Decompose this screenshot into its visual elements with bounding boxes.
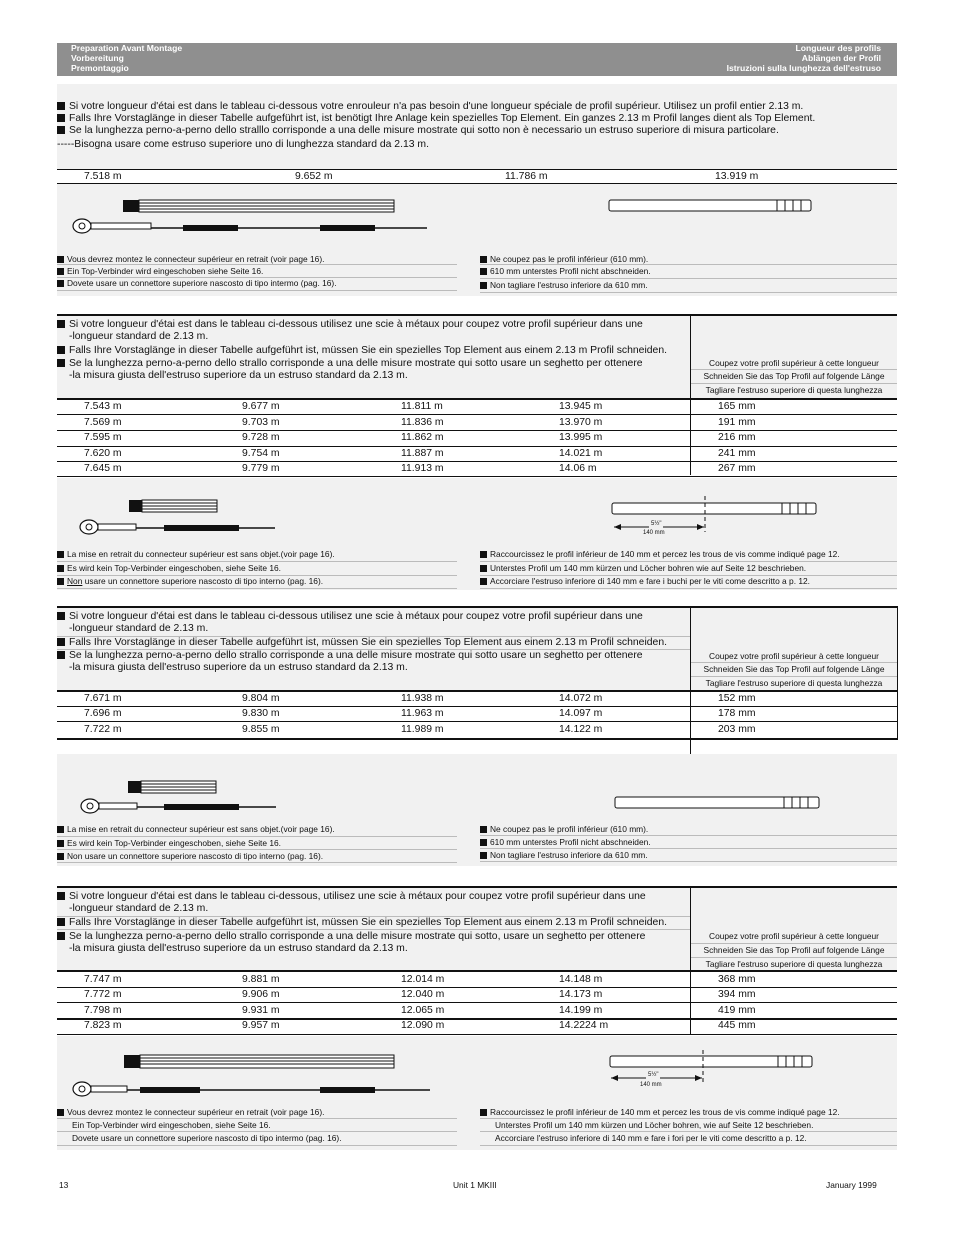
table-cell: 14.097 m (559, 708, 603, 719)
row-rule (57, 476, 897, 477)
table-cell: 14.06 m (559, 463, 597, 474)
s2-line: Falls Ihre Vorstaglänge in dieser Tabelle aufgeführt ist, müssen Sie ein spezielles Top Element aus einem 2.13 m Profil schneiden. (57, 345, 667, 357)
s1-note-rule (57, 290, 457, 291)
s3-line: Si votre longueur d'étai est dans le tableau ci-dessous utilisez une scie à métaux pour coupez votre profil supérieur dans une (57, 611, 643, 623)
table-cell: 9.804 m (242, 693, 280, 704)
table-cell: 7.696 m (84, 708, 122, 719)
s4-dim-label: 5½" (648, 1072, 659, 1078)
s3-right-border (897, 608, 898, 739)
s3-side-rule (691, 662, 897, 663)
s3-note-right: Non tagliare l'estruso inferiore da 610 mm. (480, 850, 648, 860)
table-cell: 12.065 m (401, 1005, 445, 1016)
table-cell: 9.931 m (242, 1005, 280, 1016)
table-cell: 14.199 m (559, 1005, 603, 1016)
table-cell: 9.779 m (242, 463, 280, 474)
s4-note-rule (480, 1118, 897, 1119)
s2-side-it: Tagliare l'estruso superiore di questa lunghezza (705, 385, 883, 395)
row-rule (57, 461, 897, 462)
table-cell: 11.811 m (401, 401, 443, 412)
s3-side-de: Schneiden Sie das Top Profil auf folgende Länge (703, 664, 885, 674)
s3-rule-head (57, 690, 898, 692)
s1-dashline: -----Bisogna usare come estruso superiore uno di lunghezza standard da 2.13 m. (57, 139, 429, 150)
s3-note-right: Ne coupez pas le profil inférieur (610 mm). (480, 824, 648, 834)
s3-note-right: 610 mm unterstes Profil nicht abschneiden. (480, 837, 651, 847)
s4-note-rule (57, 1131, 457, 1132)
table-cell: 7.722 m (84, 724, 122, 735)
s2-dim-label: 5½" (651, 521, 662, 527)
row-rule (57, 738, 898, 740)
s1-line-it: Se la lunghezza perno-a-perno dello stralllo corrisponde a una delle misure mostrate qui sotto non è necessario un estruso superiore di misura particolare. (57, 125, 779, 137)
table-cell: 165 mm (718, 401, 756, 412)
s3-rule-top (57, 606, 898, 608)
s1-note-right: Ne coupez pas le profil inférieur (610 mm). (480, 254, 648, 264)
row-rule (57, 1034, 897, 1035)
s1-value: 9.652 m (295, 171, 333, 182)
s4-line: -longueur standard de 2.13 m. (69, 903, 209, 914)
table-cell: 7.798 m (84, 1005, 122, 1016)
s2-line: Si votre longueur d'étai est dans le tableau ci-dessous utilisez une scie à métaux pour coupez votre profil supérieur dans une (57, 319, 643, 331)
s4-line: Si votre longueur d'étai est dans le tableau ci-dessous, utilisez une scie à métaux pour coupez votre profil supérieur dans une (57, 891, 646, 903)
header-left-fr: Preparation Avant Montage (71, 43, 183, 53)
table-cell: 11.963 m (401, 708, 444, 719)
s1-value: 7.518 m (84, 171, 122, 182)
footer-date: January 1999 (826, 1180, 877, 1190)
page-number: 13 (59, 1180, 69, 1190)
s2-line: -la misura giusta dell'estruso superiore da un estruso standard da 2.13 m. (69, 370, 408, 381)
table-cell: 203 mm (718, 724, 756, 735)
table-cell: 11.913 m (401, 463, 444, 474)
header-right-it: Istruzioni sulla lunghezza dell'estruso (726, 62, 881, 73)
table-cell: 9.754 m (242, 448, 280, 459)
s2-note-right: Accorciare l'estruso inferiore di 140 mm e fare i buchi per le viti come descritto a p. 12. (480, 576, 810, 586)
table-cell: 14.173 m (559, 989, 603, 1000)
s4-side-de: Schneiden Sie das Top Profil auf folgende Länge (703, 945, 885, 955)
s4-note-left: Ein Top-Verbinder wird eingeschoben, siehe Seite 16. (72, 1120, 271, 1130)
s3-note-rule (480, 861, 897, 862)
table-cell: 267 mm (718, 463, 756, 474)
table-cell: 12.040 m (401, 989, 445, 1000)
s4-note-rule (480, 1145, 897, 1146)
table-cell: 14.2224 m (559, 1020, 609, 1031)
table-cell: 11.862 m (401, 432, 444, 443)
s1-note-rule (480, 278, 897, 279)
s3-note-rule (57, 849, 457, 850)
s3-line: Se la lunghezza perno-a-perno dello strallo corrisponde a una delle misure mostrate qui sotto usare un seghetto per ottenere (57, 650, 643, 662)
s4-dim-label: 140 mm (640, 1082, 662, 1088)
s2-rule-top (57, 314, 897, 316)
s2-dim-label: 140 mm (643, 530, 665, 536)
s2-side-fr: Coupez votre profil supérieur à cette longueur (709, 358, 879, 368)
s2-note-rule (480, 575, 897, 576)
s1-values-row (57, 170, 897, 183)
s4-note-rule (57, 1145, 457, 1146)
s4-line: -la misura giusta dell'estruso superiore da un estruso standard da 2.13 m. (69, 943, 408, 954)
table-cell: 11.887 m (401, 448, 444, 459)
row-rule (57, 721, 898, 722)
table-cell: 14.122 m (559, 724, 603, 735)
s4-rule-top (57, 886, 897, 888)
table-cell: 11.989 m (401, 724, 444, 735)
s3-note-rule (480, 848, 897, 849)
s4-side-rule (691, 943, 897, 944)
table-cell: 7.620 m (84, 448, 122, 459)
s3-line: Falls Ihre Vorstaglänge in dieser Tabelle aufgeführt ist, müssen Sie ein spezielles Top Element aus einem 2.13 m Profil schneiden. (57, 637, 667, 649)
s2-rule-head (57, 398, 897, 400)
s2-note-rule (57, 575, 457, 576)
header-left-it: Premontaggio (71, 62, 129, 73)
s1-rule-bottom (57, 183, 897, 184)
s3-note-rule (57, 862, 457, 863)
s1-note-left: Dovete usare un connettore superiore nascosto di tipo intermo (pag. 16). (57, 278, 337, 288)
s3-note-left: Es wird kein Top-Verbinder eingeschoben, siehe Seite 16. (57, 838, 281, 848)
s3-side-it: Tagliare l'estruso superiore di questa lunghezza (705, 678, 883, 688)
s2-side-rule (691, 369, 897, 370)
s3-note-rule (57, 836, 457, 837)
table-cell: 11.836 m (401, 417, 444, 428)
s4-side-fr: Coupez votre profil supérieur à cette longueur (709, 931, 879, 941)
s4-column-divider (690, 888, 691, 1034)
row-rule (57, 987, 897, 988)
row-rule (57, 1018, 897, 1020)
s3-note-rule (480, 835, 897, 836)
table-cell: 152 mm (718, 693, 756, 704)
s1-note-rule (57, 277, 457, 278)
s3-line: -longueur standard de 2.13 m. (69, 623, 209, 634)
table-cell: 9.855 m (242, 724, 280, 735)
row-rule (57, 414, 897, 415)
table-cell: 178 mm (718, 708, 756, 719)
s2-note-rule (480, 561, 897, 562)
s3-side-fr: Coupez votre profil supérieur à cette longueur (709, 651, 879, 661)
table-cell: 14.072 m (559, 693, 603, 704)
s1-note-left: Vous devrez montez le connecteur supérieur en retrait (voir page 16). (57, 254, 324, 264)
table-cell: 9.906 m (242, 989, 280, 1000)
s3-column-divider (690, 608, 691, 754)
header-left-de: Vorbereitung (71, 52, 124, 63)
table-cell: 191 mm (718, 417, 756, 428)
s2-line: -longueur standard de 2.13 m. (69, 331, 209, 342)
s1-note-right: 610 mm unterstes Profil nicht abschneiden. (480, 266, 651, 276)
row-rule (57, 1002, 897, 1003)
row-rule (57, 446, 897, 447)
s2-side-rule (691, 383, 897, 384)
s2-note-rule (480, 588, 897, 589)
s2-column-divider (690, 316, 691, 475)
s4-note-right: Raccourcissez le profil inférieur de 140 mm et percez les trous de vis comme indiqué page 12. (480, 1107, 840, 1117)
table-cell: 9.677 m (242, 401, 280, 412)
s1-note-right: Non tagliare l'estruso inferiore da 610 mm. (480, 280, 648, 290)
table-cell: 445 mm (718, 1020, 756, 1031)
table-cell: 7.747 m (84, 974, 122, 985)
header-right-fr: Longueur des profils (795, 43, 881, 53)
s4-side-rule (691, 957, 897, 958)
s2-side-de: Schneiden Sie das Top Profil auf folgende Länge (703, 371, 885, 381)
table-cell: 11.938 m (401, 693, 444, 704)
s1-line-de: Falls Ihre Vorstaglänge in dieser Tabelle aufgeführt ist, ist benötigt Ihre Anlage kein spezielles Top Element. Ein ganzes 2.13 m Profil langes dient als Top Element. (57, 113, 815, 125)
s2-note-left: Es wird kein Top-Verbinder eingeschoben, siehe Seite 16. (57, 563, 281, 573)
table-cell: 14.021 m (559, 448, 603, 459)
s4-line: Se la lunghezza perno-a-perno dello strallo corrisponde a una delle misure mostrate qui sotto, usare un seghetto per ottenere (57, 931, 645, 943)
s2-line: Se la lunghezza perno-a-perno dello strallo corrisponde a una delle misure mostrate qui sotto usare un seghetto per ottenere (57, 358, 643, 370)
s2-note-left: Non usare un connettore superiore nascosto di tipo interno (pag. 16). (57, 576, 323, 586)
s1-note-rule (57, 264, 457, 265)
table-cell: 9.957 m (242, 1020, 280, 1031)
s4-side-it: Tagliare l'estruso superiore di questa lunghezza (705, 959, 883, 969)
table-cell: 7.569 m (84, 417, 122, 428)
s4-note-right: Accorciare l'estruso inferiore di 140 mm e fare i fori per le viti come descritto a p. 12. (495, 1133, 807, 1143)
s3-side-rule (691, 676, 897, 677)
table-cell: 9.881 m (242, 974, 280, 985)
row-rule (57, 430, 897, 431)
s1-note-left: Ein Top-Verbinder wird eingeschoben siehe Seite 16. (57, 266, 263, 276)
s4-note-rule (57, 1118, 457, 1119)
s4-note-left: Dovete usare un connettore superiore nascosto di tipo intermo (pag. 16). (72, 1133, 342, 1143)
table-cell: 7.772 m (84, 989, 122, 1000)
table-cell: 216 mm (718, 432, 756, 443)
table-cell: 7.543 m (84, 401, 122, 412)
s4-line-rule (57, 929, 690, 930)
s1-value: 11.786 m (505, 171, 548, 182)
table-cell: 9.728 m (242, 432, 280, 443)
table-cell: 9.830 m (242, 708, 280, 719)
footer-unit: Unit 1 MKIII (453, 1180, 497, 1190)
s3-note-left: Non usare un connettore superiore nascosto di tipo interno (pag. 16). (57, 851, 323, 861)
section-2-drawing-panel (57, 478, 897, 590)
table-cell: 419 mm (718, 1005, 756, 1016)
table-cell: 13.995 m (559, 432, 603, 443)
page-header-bar (57, 43, 897, 76)
s1-note-rule (480, 292, 897, 293)
table-cell: 394 mm (718, 989, 756, 1000)
s2-note-right: Raccourcissez le profil inférieur de 140 mm et percez les trous de vis comme indiqué page 12. (480, 549, 840, 559)
table-cell: 12.090 m (401, 1020, 445, 1031)
header-right (727, 44, 881, 73)
s4-note-right: Unterstes Profil um 140 mm kürzen und Löcher bohren, wie auf Seite 12 beschrieben. (495, 1120, 814, 1130)
s1-note-rule (480, 264, 897, 265)
table-cell: 13.970 m (559, 417, 603, 428)
s1-line-fr: Si votre longueur d'étai est dans le tableau ci-dessous votre enrouleur n'a pas besoin d'une longueur spéciale de profil supérieur. Utilisez un profil entier 2.13 m. (57, 101, 803, 113)
table-cell: 9.703 m (242, 417, 280, 428)
s4-note-left: Vous devrez montez le connecteur supérieur en retrait (voir page 16). (57, 1107, 324, 1117)
table-cell: 7.645 m (84, 463, 122, 474)
s2-note-rule (57, 588, 457, 589)
s4-note-rule (480, 1131, 897, 1132)
header-left (71, 44, 182, 73)
table-cell: 368 mm (718, 974, 756, 985)
row-rule (57, 706, 898, 707)
s3-note-left: La mise en retrait du connecteur supérieur est sans objet.(voir page 16). (57, 824, 335, 834)
s2-note-left: La mise en retrait du connecteur supérieur est sans objet.(voir page 16). (57, 549, 335, 559)
header-right-de: Ablängen der Profil (801, 52, 881, 63)
table-cell: 241 mm (718, 448, 756, 459)
s4-rule-head (57, 970, 897, 972)
s2-note-right: Unterstes Profil um 140 mm kürzen und Löcher bohren wie auf Seite 12 beschrieben. (480, 563, 806, 573)
table-cell: 7.595 m (84, 432, 122, 443)
table-cell: 7.823 m (84, 1020, 122, 1031)
table-cell: 13.945 m (559, 401, 603, 412)
s2-note-rule (57, 561, 457, 562)
table-cell: 14.148 m (559, 974, 603, 985)
s4-line: Falls Ihre Vorstaglänge in dieser Tabelle aufgeführt ist, müssen Sie ein spezielles Top Element aus einem 2.13 m Profil schneiden. (57, 917, 667, 929)
table-cell: 7.671 m (84, 693, 122, 704)
s1-value: 13.919 m (715, 171, 759, 182)
s3-line: -la misura giusta dell'estruso superiore da un estruso standard da 2.13 m. (69, 662, 408, 673)
table-cell: 12.014 m (401, 974, 445, 985)
